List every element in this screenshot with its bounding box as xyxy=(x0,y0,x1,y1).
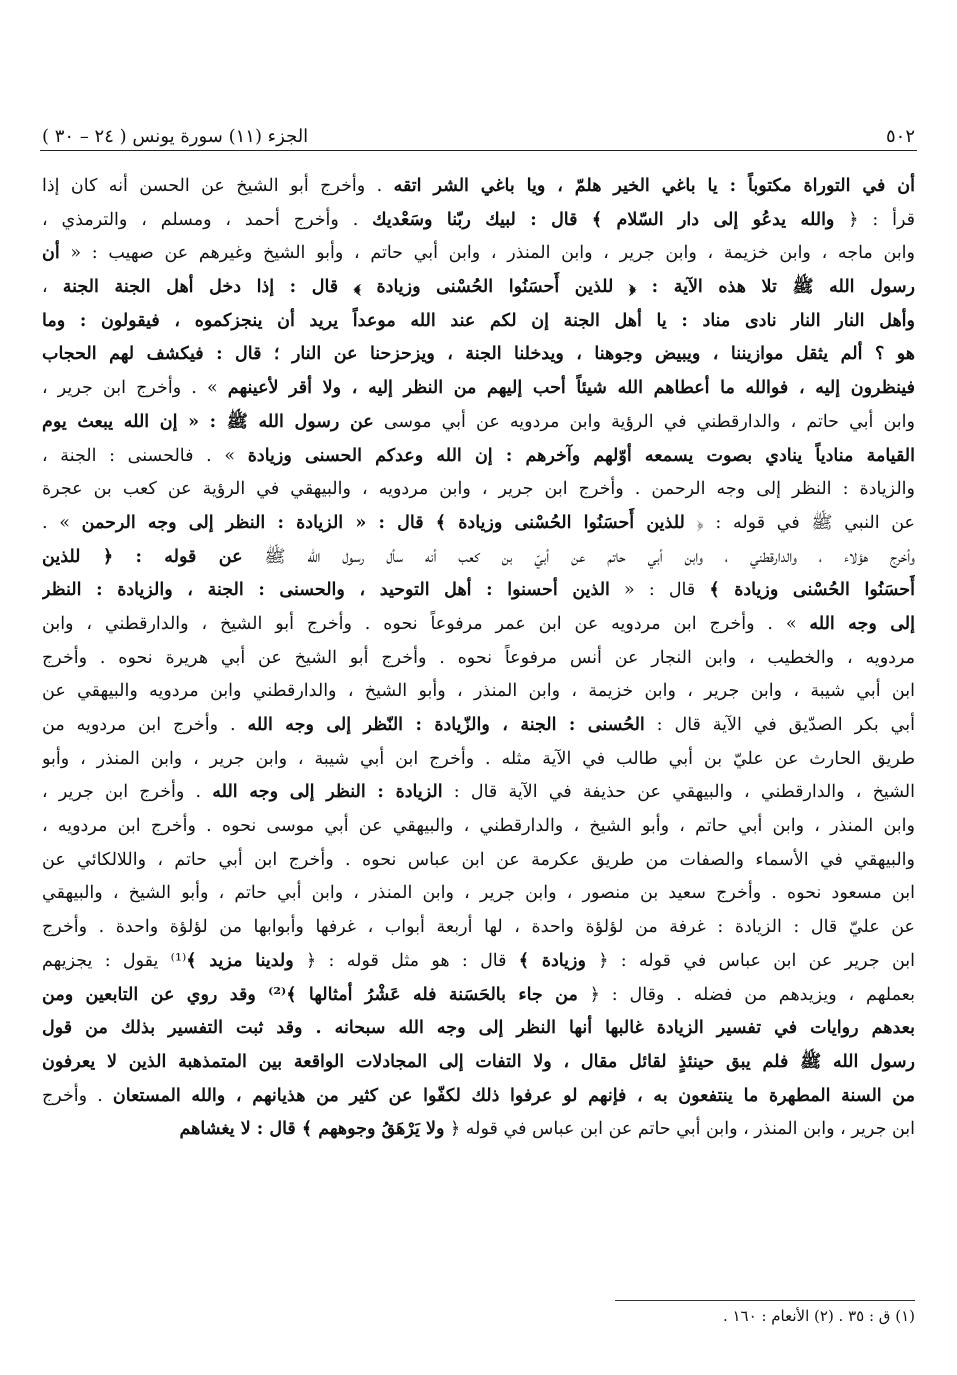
text-span: طريق الحارث عن عليّ بن أبي طالب في الآية مثله . وأخرج ابن أبي شيبة ، وابن جرير ، وابن المنذر ، وأبو xyxy=(42,748,915,769)
text-line xyxy=(42,541,915,575)
text-line xyxy=(42,237,915,271)
text-line xyxy=(42,271,915,305)
text-line xyxy=(42,204,915,238)
text-span: . وأخرج ابن جرير ، xyxy=(42,782,213,803)
text-line xyxy=(42,776,915,810)
text-line xyxy=(42,305,915,339)
text-span: ابن جرير عن ابن عباس في قوله : ﴿ xyxy=(585,950,915,971)
text-span: عن النبي ﷺ في قوله : ﴿ xyxy=(684,512,915,533)
text-line xyxy=(42,709,915,743)
bold-text-span: هو ؟ ألم يثقل موازيننا ، ويبيض وجوهنا ، ويدخلنا الجنة ، ويزحزحنا عن النار ؛ قال : فيكشف لهم الحجاب xyxy=(42,344,915,365)
text-line xyxy=(42,574,915,608)
text-line xyxy=(42,608,915,642)
text-line xyxy=(42,372,915,406)
text-line xyxy=(42,1046,915,1080)
text-span: والزيادة : النظر إلى وجه الرحمن . وأخرج ابن جرير ، وابن مردويه ، والبيهقي في الرؤية عن كعب بن عجرة xyxy=(42,479,915,500)
footnotes: (١) ق : ٣٥ . (٢) الأنعام : ١٦٠ . xyxy=(722,1307,915,1325)
text-span: وأخرج هؤلاء ، والدارقطني ، وابن أبي حاتم عن أبيّ بن كعب أنه سأل رسول الله ﷺ xyxy=(242,546,915,567)
text-span: قال : « xyxy=(609,580,710,601)
bold-text-span: عن قوله : ﴿ للذين xyxy=(42,546,243,567)
text-span: » . وأخرج ابن مردويه عن ابن عمر مرفوعاً نحوه . وأخرج أبو الشيخ ، والدارقطني ، وابن xyxy=(42,613,810,634)
text-span: » . فالحسنى : الجنة ، xyxy=(42,445,248,466)
bold-text-span: عن رسول الله ﷺ : « إن الله يبعث يوم xyxy=(42,411,374,432)
text-span: بعملهم ، ويزيدهم من فضله . وقال : ﴿ xyxy=(577,984,915,1005)
text-span: ابن جرير ، وابن المنذر ، وابن أبي حاتم عن ابن عباس في قوله ﴿ xyxy=(444,1119,915,1140)
running-title: الجزء (١١) سورة يونس ( ٢٤ – ٣٠ ) xyxy=(42,126,309,147)
text-span: قرأ : ﴿ xyxy=(834,209,915,230)
text-span: » . وأخرج ابن جرير ، xyxy=(42,378,228,399)
text-line xyxy=(42,1012,915,1046)
text-span: وابن أبي حاتم ، والدارقطني في الرؤية وابن مردويه عن أبي موسى xyxy=(373,411,915,432)
text-span: . وأخرج ابن مردويه من xyxy=(42,715,248,735)
text-span: . وأخرج xyxy=(42,1085,113,1106)
text-line xyxy=(42,440,915,474)
text-line xyxy=(42,911,915,945)
text-span: وابن المنذر ، وابن أبي حاتم ، وأبو الشيخ ، والدارقطني ، والبيهقي عن أبي موسى نحوه . وأخرج ابن مردويه ، xyxy=(42,816,915,837)
bold-text-span: الزيادة : النظر إلى وجه الله xyxy=(212,782,443,803)
bold-text-span: القيامة منادياً ينادي بصوت يسمعه أوّلهم وآخرهم : إن الله وعدكم الحسنى وزيادة xyxy=(247,445,915,466)
footnote-rule xyxy=(615,1300,915,1301)
text-line xyxy=(42,675,915,709)
body-text xyxy=(42,170,915,1147)
text-span: عن عليّ قال : الزيادة : غرفة من لؤلؤة واحدة ، لها أربعة أبواب ، غرفها وأبوابها من لؤلؤة واحدة . وأخرج xyxy=(42,917,915,938)
text-line xyxy=(42,338,915,372)
bold-text-span: إلى وجه الله xyxy=(809,613,915,634)
text-line xyxy=(42,979,915,1013)
bold-text-span: والله يدعُو إلى دار السّلام ﴾ قال : لبيك ربّنا وسَعْديك xyxy=(372,209,835,230)
text-line xyxy=(42,844,915,878)
text-span: ⁽¹⁾ يقول : يجزيهم xyxy=(42,950,187,971)
text-span: مردويه ، والخطيب ، وابن النجار عن أنس مرفوعاً نحوه . وأخرج أبو الشيخ عن أبي هريرة نحوه . وأخرج xyxy=(42,647,915,668)
text-span: وابن ماجه ، وابن خزيمة ، وابن جرير ، وابن المنذر ، وابن أبي حاتم ، وأبو الشيخ وغيرهم عن صهيب : « xyxy=(59,243,915,264)
text-line xyxy=(42,743,915,777)
bold-text-span: من السنة المطهرة ما ينتفعون به ، فإنهم لو عرفوا ذلك لكفّوا عن كثير من هذيانهم ، والله المستعان xyxy=(112,1085,915,1106)
bold-text-span: بعدهم روايات في تفسير الزيادة غالبها أنها النظر إلى وجه الله سبحانه . وقد ثبت التفسير بذلك من قول xyxy=(42,1018,915,1039)
bold-text-span: وأهل النار النار نادى مناد : يا أهل الجنة إن لكم عند الله موعداً يريد أن ينجزكموه ، فيقولون : وما xyxy=(42,310,915,331)
text-span: ، xyxy=(42,277,63,298)
bold-text-span: الذين أحسنوا : أهل التوحيد ، والحسنى : الجنة ، والزيادة : النظر xyxy=(42,580,610,601)
page-header xyxy=(42,117,915,147)
text-line xyxy=(42,406,915,440)
bold-text-span: من جاء بالحَسَنة فله عَشْرُ أمثالها ﴾⁽²⁾ وقد روي عن التابعين ومن xyxy=(42,984,578,1005)
bold-text-span: أن في التوراة مكتوباً : يا باغي الخير هلمّ ، ويا باغي الشر اتقه xyxy=(393,176,915,196)
text-line xyxy=(42,507,915,541)
text-line xyxy=(42,1113,915,1147)
bold-text-span: للذين أَحسَنُوا الحُسْنى وزيادة ﴾ قال : « الزيادة : النظر إلى وجه الرحمن xyxy=(81,512,685,533)
text-line xyxy=(42,810,915,844)
bold-text-span: رسول الله ﷺ فلم يبق حينئذٍ لقائل مقال ، ولا التفات إلى المجادلات الواقعة بين المتمذهبة الذين لا يعرفون xyxy=(42,1051,915,1072)
text-span: أبي بكر الصدّيق في الآية قال : xyxy=(644,715,915,735)
text-span: الشيخ ، والدارقطني ، والبيهقي عن حذيفة في الآية قال : xyxy=(442,782,915,803)
bold-text-span: وزيادة ﴾ xyxy=(518,950,586,971)
bold-text-span: ولا يَرْهَقُ وجوههم ﴾ قال : لا يغشاهم xyxy=(179,1119,445,1140)
bold-text-span: أن xyxy=(42,243,60,264)
text-span: والبيهقي في الأسماء والصفات من طريق عكرمة عن ابن عباس نحوه . وأخرج ابن أبي حاتم ، واللالكائي عن xyxy=(42,849,915,870)
text-line xyxy=(42,1080,915,1114)
text-line xyxy=(42,170,915,204)
text-line xyxy=(42,945,915,979)
header-rule xyxy=(40,150,917,151)
text-span: » . xyxy=(42,512,82,533)
text-span: . وأخرج أبو الشيخ عن الحسن أنه كان إذا xyxy=(42,176,394,196)
text-line xyxy=(42,473,915,507)
bold-text-span: ولدينا مزيد ﴾ xyxy=(186,950,294,971)
text-line xyxy=(42,877,915,911)
text-span: ابن مسعود نحوه . وأخرج سعيد بن منصور ، وابن جرير ، وابن المنذر ، وابن أبي حاتم ، وأبو الشيخ ، والبيهقي xyxy=(42,883,915,904)
text-span: قال : هو مثل قوله : ﴿ xyxy=(293,950,519,971)
bold-text-span: أَحسَنُوا الحُسْنى وزيادة ﴾ xyxy=(709,580,915,601)
text-span: ابن أبي شيبة ، وابن جرير ، وابن خزيمة ، وابن المنذر ، وأبو الشيخ ، والدارقطني وابن مردويه والبيهقي عن xyxy=(42,681,915,702)
page-number: ٥٠٢ xyxy=(885,126,915,147)
text-line xyxy=(42,642,915,676)
text-span: . وأخرج أحمد ، ومسلم ، والترمذي ، xyxy=(42,209,373,230)
bold-text-span: رسول الله ﷺ تلا هذه الآية : ﴿ للذين أَحسَنُوا الحُسْنى وزيادة ﴾ قال : إذا دخل أهل الجنة الجنة xyxy=(62,277,915,298)
bold-text-span: فينظرون إليه ، فوالله ما أعطاهم الله شيئاً أحب إليهم من النظر إليه ، ولا أقر لأعينهم xyxy=(227,378,915,399)
bold-text-span: الحُسنى : الجنة ، والزّيادة : النّظر إلى وجه الله xyxy=(247,715,645,735)
